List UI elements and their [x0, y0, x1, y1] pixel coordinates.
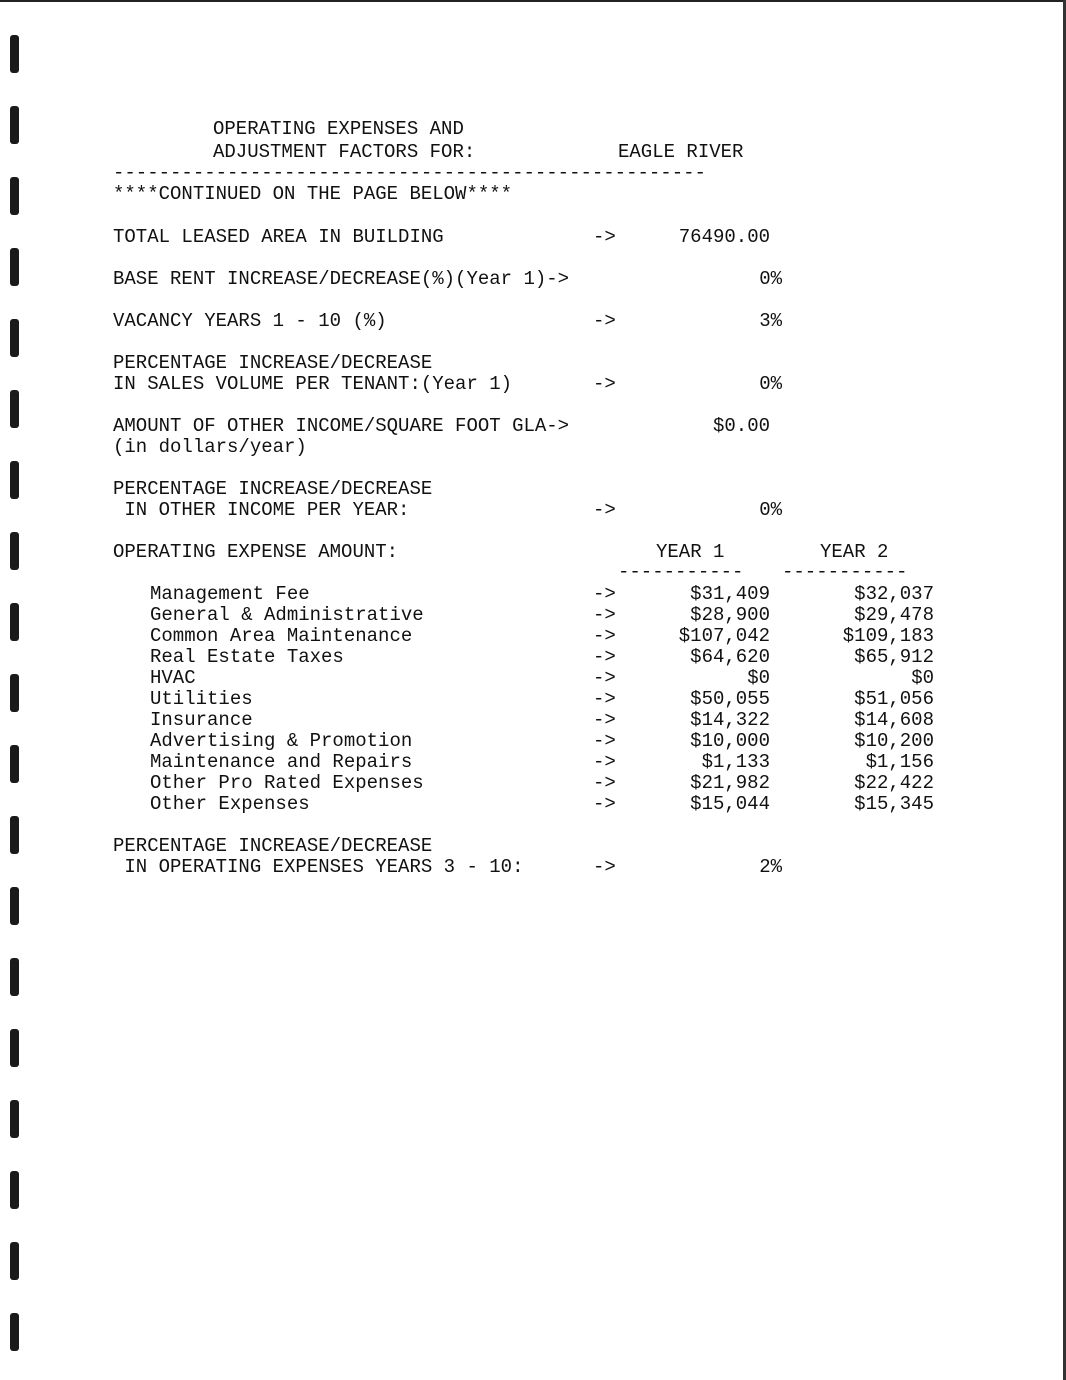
feed-hole: [10, 461, 19, 499]
expense-arrow: ->: [593, 667, 616, 689]
column-underline-year2: -----------: [782, 566, 908, 578]
expense-label: Other Pro Rated Expenses: [150, 772, 424, 794]
column-header-year1: YEAR 1: [656, 541, 725, 563]
expense-arrow: ->: [593, 688, 616, 710]
column-underline-year1: -----------: [618, 566, 744, 578]
feed-hole: [10, 532, 19, 570]
vacancy-label: VACANCY YEARS 1 - 10 (%): [113, 310, 387, 332]
expense-label: Real Estate Taxes: [150, 646, 344, 668]
expense-year2-value: $14,608: [854, 709, 934, 731]
header-title-line2: ADJUSTMENT FACTORS FOR:: [213, 141, 476, 163]
expense-label: Other Expenses: [150, 793, 310, 815]
expense-label: Management Fee: [150, 583, 310, 605]
expense-year2-value: $65,912: [854, 646, 934, 668]
continued-note: ****CONTINUED ON THE PAGE BELOW****: [113, 183, 513, 205]
leased-area-value: 76490.00: [678, 226, 770, 248]
expense-arrow: ->: [593, 772, 616, 794]
expense-year2-value: $10,200: [854, 730, 934, 752]
expense-year2-value: $32,037: [854, 583, 934, 605]
feed-hole: [10, 1100, 19, 1138]
sales-volume-label-line1: PERCENTAGE INCREASE/DECREASE: [113, 352, 433, 374]
opex-change-label-line2: IN OPERATING EXPENSES YEARS 3 - 10:: [113, 856, 524, 878]
other-income-change-value: 0%: [759, 499, 782, 521]
expense-arrow: ->: [593, 625, 616, 647]
operating-expense-title: OPERATING EXPENSE AMOUNT:: [113, 541, 399, 563]
vacancy-arrow: ->: [593, 310, 616, 332]
expense-arrow: ->: [593, 751, 616, 773]
expense-year1-value: $1,133: [701, 751, 770, 773]
expense-year1-value: $107,042: [678, 625, 770, 647]
feed-hole: [10, 1242, 19, 1280]
expense-arrow: ->: [593, 646, 616, 668]
feed-hole: [10, 1029, 19, 1067]
expense-label: Insurance: [150, 709, 253, 731]
expense-arrow: ->: [593, 583, 616, 605]
expense-arrow: ->: [593, 709, 616, 731]
expense-label: Utilities: [150, 688, 253, 710]
other-income-value: $0.00: [712, 415, 770, 437]
expense-year1-value: $10,000: [690, 730, 770, 752]
page-top-edge: [0, 0, 1066, 2]
feed-hole: [10, 106, 19, 144]
leased-area-label: TOTAL LEASED AREA IN BUILDING: [113, 226, 444, 248]
tractor-feed-holes: [0, 0, 40, 1380]
expense-year1-value: $50,055: [690, 688, 770, 710]
expense-year2-value: $22,422: [854, 772, 934, 794]
header-title-line1: OPERATING EXPENSES AND: [213, 118, 464, 140]
expense-year2-value: $15,345: [854, 793, 934, 815]
leased-area-arrow: ->: [593, 226, 616, 248]
expense-year2-value: $29,478: [854, 604, 934, 626]
expense-year1-value: $15,044: [690, 793, 770, 815]
vacancy-value: 3%: [759, 310, 782, 332]
expense-year2-value: $0: [911, 667, 934, 689]
base-rent-value: 0%: [759, 268, 782, 290]
other-income-change-label-line1: PERCENTAGE INCREASE/DECREASE: [113, 478, 433, 500]
feed-hole: [10, 248, 19, 286]
expense-year1-value: $64,620: [690, 646, 770, 668]
feed-hole: [10, 674, 19, 712]
opex-change-arrow: ->: [593, 856, 616, 878]
expense-year2-value: $51,056: [854, 688, 934, 710]
expense-arrow: ->: [593, 730, 616, 752]
expense-label: HVAC: [150, 667, 196, 689]
feed-hole: [10, 603, 19, 641]
header-rule: ----------------------------------------------------: [113, 167, 706, 179]
feed-hole: [10, 390, 19, 428]
feed-hole: [10, 1171, 19, 1209]
base-rent-label: BASE RENT INCREASE/DECREASE(%)(Year 1)->: [113, 268, 570, 290]
expense-year1-value: $31,409: [690, 583, 770, 605]
sales-volume-arrow: ->: [593, 373, 616, 395]
other-income-label-line2: (in dollars/year): [113, 436, 307, 458]
expense-label: General & Administrative: [150, 604, 424, 626]
expense-arrow: ->: [593, 793, 616, 815]
opex-change-label-line1: PERCENTAGE INCREASE/DECREASE: [113, 835, 433, 857]
opex-change-value: 2%: [759, 856, 782, 878]
expense-year1-value: $28,900: [690, 604, 770, 626]
sales-volume-label-line2: IN SALES VOLUME PER TENANT:(Year 1): [113, 373, 513, 395]
location-name: EAGLE RIVER: [618, 141, 744, 163]
expense-year1-value: $0: [747, 667, 770, 689]
feed-hole: [10, 35, 19, 73]
expense-arrow: ->: [593, 604, 616, 626]
feed-hole: [10, 319, 19, 357]
expense-year2-value: $109,183: [842, 625, 934, 647]
expense-label: Maintenance and Repairs: [150, 751, 413, 773]
other-income-label-line1: AMOUNT OF OTHER INCOME/SQUARE FOOT GLA->: [113, 415, 570, 437]
feed-hole: [10, 177, 19, 215]
expense-year1-value: $14,322: [690, 709, 770, 731]
expense-label: Advertising & Promotion: [150, 730, 413, 752]
feed-hole: [10, 958, 19, 996]
expense-year1-value: $21,982: [690, 772, 770, 794]
feed-hole: [10, 745, 19, 783]
column-header-year2: YEAR 2: [820, 541, 889, 563]
other-income-change-arrow: ->: [593, 499, 616, 521]
feed-hole: [10, 887, 19, 925]
feed-hole: [10, 1313, 19, 1351]
feed-hole: [10, 816, 19, 854]
other-income-change-label-line2: IN OTHER INCOME PER YEAR:: [113, 499, 410, 521]
expense-year2-value: $1,156: [865, 751, 934, 773]
expense-label: Common Area Maintenance: [150, 625, 413, 647]
sales-volume-value: 0%: [759, 373, 782, 395]
